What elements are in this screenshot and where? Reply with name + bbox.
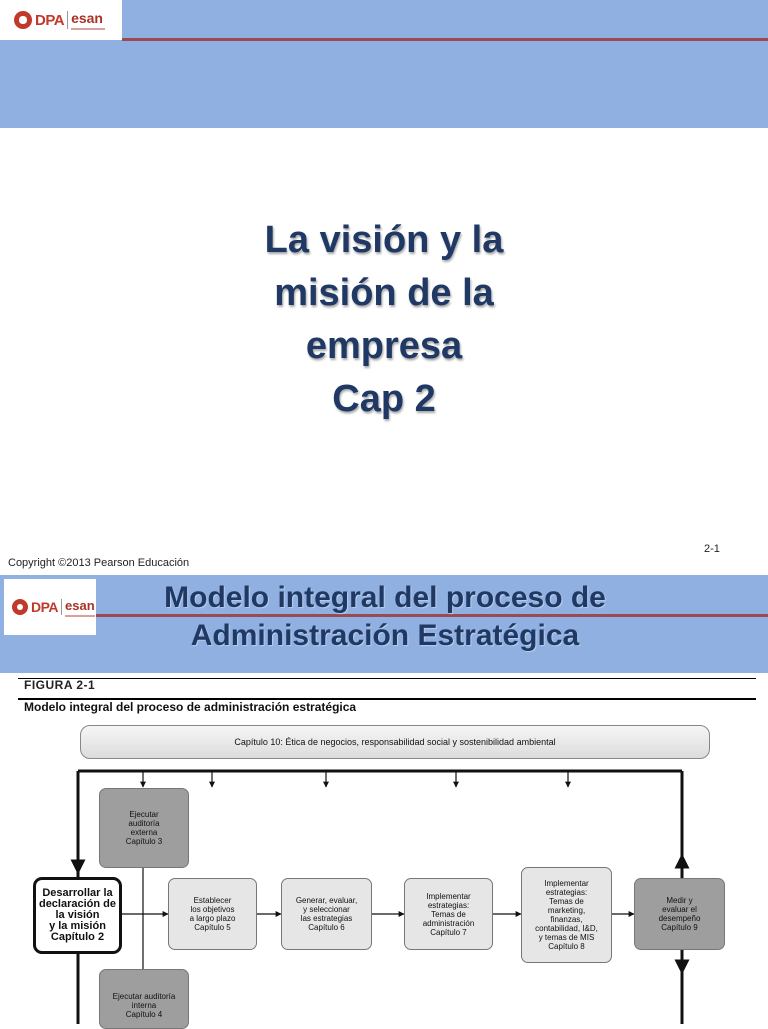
strategies-box: Generar, evaluar, y seleccionar las estrategias Capítulo 6 [281, 878, 372, 950]
page-number: 2-1 [704, 543, 720, 555]
slide-title: Modelo integral del proceso de Administración Estratégica [164, 581, 606, 652]
logo-partner: esan [71, 10, 103, 26]
copyright-text: Copyright ©2013 Pearson Educación [8, 557, 190, 569]
implement-mgmt-box: Implementar estrategias: Temas de administración Capítulo 7 [404, 878, 493, 950]
implement-marketing-box: Implementar estrategias: Temas de marketing, finanzas, contabilidad, I&D, y temas de MIS Capítulo 8 [521, 867, 612, 963]
slide-title: La visión y la misión de la empresa Cap 2 [264, 219, 504, 420]
logo-partner: esan [65, 597, 95, 613]
seal-icon [14, 11, 32, 29]
ethics-box: Capítulo 10: Ética de negocios, responsabilidad social y sostenibilidad ambiental [80, 725, 710, 759]
mission-box: Desarrollar la declaración de la visión y la misión Capítulo 2 [33, 877, 122, 954]
slide-2 [0, 575, 768, 1024]
figure-caption: Modelo integral del proceso de administración estratégica [24, 700, 357, 714]
logo-fine-print [71, 28, 105, 30]
logo-brand: DPA [35, 11, 65, 29]
dpa-esan-logo [0, 0, 122, 40]
objectives-box: Establecer los objetivos a largo plazo Capítulo 5 [168, 878, 257, 950]
figure-label: FIGURA 2-1 [24, 678, 96, 692]
logo-brand: DPA [31, 599, 59, 615]
external-audit-box: Ejecutar auditoría externa Capítulo 3 [99, 788, 189, 868]
measure-box: Medir y evaluar el desempeño Capítulo 9 [634, 878, 725, 950]
header-accent-line [122, 38, 768, 41]
internal-audit-box: Ejecutar auditoría interna Capítulo 4 [99, 969, 189, 1029]
